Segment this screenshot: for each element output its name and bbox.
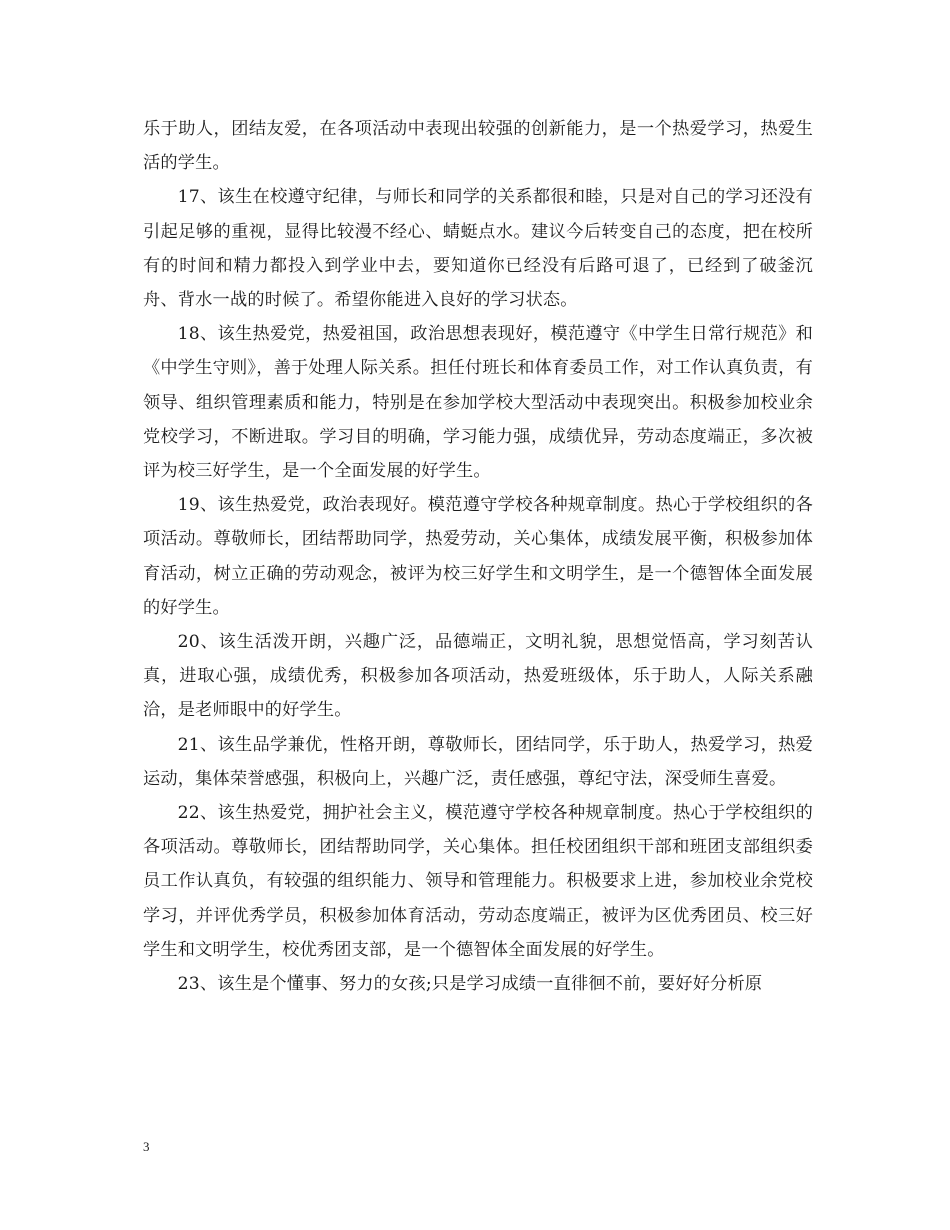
page-number: 3: [143, 1139, 150, 1154]
paragraph-18: 18、该生热爱党，热爱祖国，政治思想表现好，模范遵守《中学生日常行规范》和《中学生守则》，善于处理人际关系。担任付班长和体育委员工作，对工作认真负责，有领导、组织管理素质和能力，特别是在参加学校大型活动中表现突出。积极参加校业余党校学习，不断进取。学习目的明确，学习能力强，成绩优异，劳动态度端正，多次被评为校三好学生，是一个全面发展的好学生。: [143, 324, 813, 482]
paragraph-17: 17、该生在校遵守纪律，与师长和同学的关系都很和睦，只是对自己的学习还没有引起足够的重视，显得比较漫不经心、蜻蜓点水。建议今后转变自己的态度，把在校所有的时间和精力都投入到学业中去，要知道你已经没有后路可退了，已经到了破釜沉舟、背水一战的时候了。希望你能进入良好的学习状态。: [143, 187, 813, 311]
document-body: [143, 112, 813, 1001]
paragraph-22: 22、该生热爱党，拥护社会主义，模范遵守学校各种规章制度。热心于学校组织的各项活动。尊敬师长，团结帮助同学，关心集体。担任校团组织干部和班团支部组织委员工作认真负，有较强的组织能力、领导和管理能力。积极要求上进，参加校业余党校学习，并评优秀学员，积极参加体育活动，劳动态度端正，被评为区优秀团员、校三好学生和文明学生，校优秀团支部，是一个德智体全面发展的好学生。: [143, 803, 813, 960]
paragraph-20: 20、该生活泼开朗，兴趣广泛，品德端正，文明礼貌，思想觉悟高，学习刻苦认真，进取心强，成绩优秀，积极参加各项活动，热爱班级体，乐于助人，人际关系融洽，是老师眼中的好学生。: [143, 632, 813, 721]
paragraph-21: 21、该生品学兼优，性格开朗，尊敬师长，团结同学，乐于助人，热爱学习，热爱运动，集体荣誉感强，积极向上，兴趣广泛，责任感强，尊纪守法，深受师生喜爱。: [143, 734, 813, 789]
paragraph-23: 23、该生是个懂事、努力的女孩;只是学习成绩一直徘徊不前，要好好分析原: [177, 974, 763, 995]
paragraph-19: 19、该生热爱党，政治表现好。模范遵守学校各种规章制度。热心于学校组织的各项活动。尊敬师长，团结帮助同学，热爱劳动，关心集体，成绩发展平衡，积极参加体育活动，树立正确的劳动观念，被评为校三好学生和文明学生，是一个德智体全面发展的好学生。: [143, 495, 813, 618]
paragraph-16-continued: 乐于助人，团结友爱，在各项活动中表现出较强的创新能力，是一个热爱学习，热爱生活的学生。: [143, 119, 813, 174]
